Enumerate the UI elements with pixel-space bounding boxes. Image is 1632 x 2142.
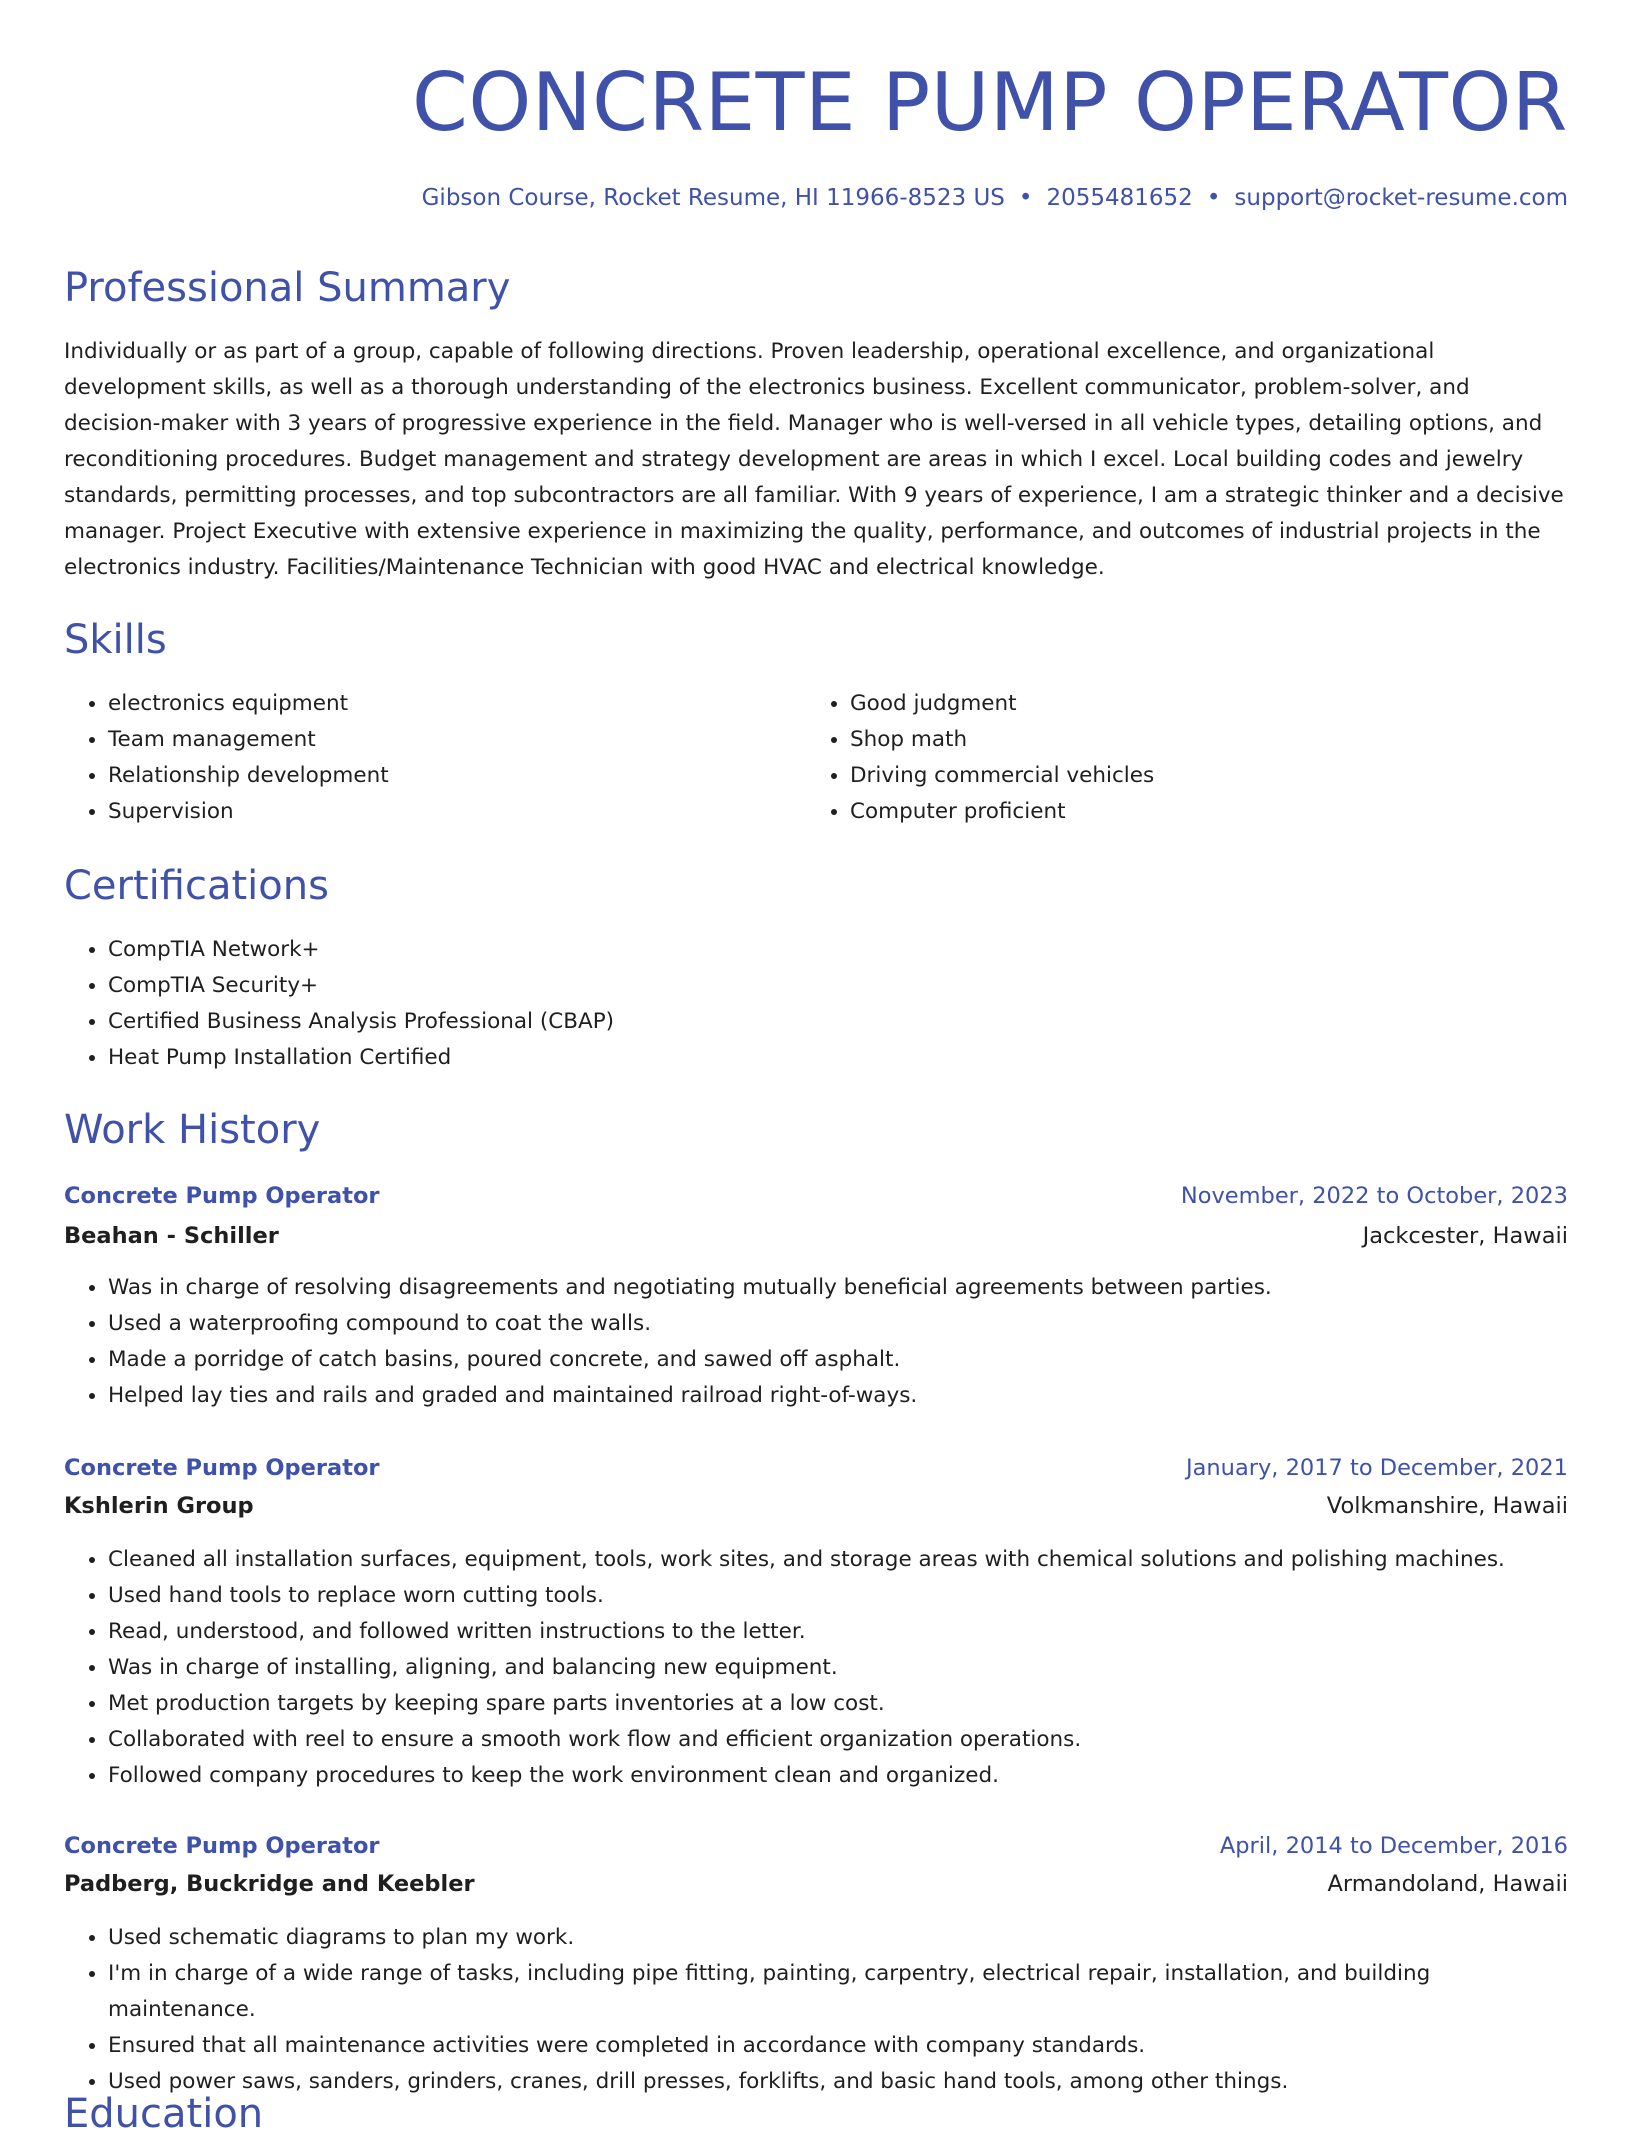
job-dates: November, 2022 to October, 2023 xyxy=(1180,1183,1568,1209)
certification-item: • CompTIA Network+ xyxy=(108,932,1568,968)
skill-item: • Shop math xyxy=(850,722,1550,758)
job-location: Jackcester, Hawaii xyxy=(1362,1223,1568,1249)
contact-email: support@rocket-resume.com xyxy=(1234,185,1568,211)
contact-separator: • xyxy=(1206,185,1221,211)
contact-phone: 2055481652 xyxy=(1046,185,1193,211)
skill-item: • Computer proficient xyxy=(850,794,1550,830)
contact-line xyxy=(422,178,1568,218)
skill-item: • Relationship development xyxy=(108,758,808,794)
job-bullets xyxy=(64,1542,1568,1794)
section-title-education: Education xyxy=(64,2091,264,2137)
summary-text: Individually or as part of a group, capable of following directions. Proven leadership, operational excellence, and organizational development skills, as well as a thorough understanding of the electronics business. Excellent communicator, problem-solver, and decision-maker with 3 years of progressive experience in the field. Manager who is well-versed in all vehicle types, detailing options, and reconditioning procedures. Budget management and strategy development are areas in which I excel. Local building codes and jewelry standards, permitting processes, and top subcontractors are all familiar. With 9 years of experience, I am a strategic thinker and a decisive manager. Project Executive with extensive experience in maximizing the quality, performance, and outcomes of industrial projects in the electronics industry. Facilities/Maintenance Technician with good HVAC and electrical knowledge. xyxy=(64,339,1564,580)
job-bullet: • Was in charge of resolving disagreements and negotiating mutually beneficial agreements between parties. xyxy=(108,1270,1568,1306)
job-subheader xyxy=(64,1216,1568,1256)
job-bullet: • Ensured that all maintenance activities were completed in accordance with company standards. xyxy=(108,2028,1568,2064)
skill-item: • Driving commercial vehicles xyxy=(850,758,1550,794)
certification-item: • Certified Business Analysis Professional (CBAP) xyxy=(108,1004,1568,1040)
job-company: Beahan - Schiller xyxy=(64,1223,279,1249)
contact-separator: • xyxy=(1018,185,1033,211)
job-bullet: • Used hand tools to replace worn cutting tools. xyxy=(108,1578,1568,1614)
job-subheader xyxy=(64,1486,1568,1526)
skills-list-right xyxy=(806,686,1550,830)
job-bullets xyxy=(64,1270,1568,1414)
job-bullet: • Used schematic diagrams to plan my work. xyxy=(108,1920,1568,1956)
job-bullet: • Helped lay ties and rails and graded and maintained railroad right-of-ways. xyxy=(108,1378,1568,1414)
job-company: Padberg, Buckridge and Keebler xyxy=(64,1871,475,1897)
section-title-work-history: Work History xyxy=(64,1107,321,1153)
job-header xyxy=(64,1176,1568,1216)
section-title-certifications: Certifications xyxy=(64,863,329,909)
job-bullet: • Used power saws, sanders, grinders, cranes, drill presses, forklifts, and basic hand tools, among other things. xyxy=(108,2064,1568,2100)
job-company: Kshlerin Group xyxy=(64,1493,254,1519)
candidate-name: CONCRETE PUMP OPERATOR xyxy=(411,56,1568,149)
section-title-skills: Skills xyxy=(64,617,167,663)
job-dates: January, 2017 to December, 2021 xyxy=(1186,1455,1568,1481)
job-header xyxy=(64,1448,1568,1488)
job-bullet: • I'm in charge of a wide range of tasks, including pipe fitting, painting, carpentry, electrical repair, installation, and building maintenance. xyxy=(108,1956,1568,2028)
job-bullet: • Used a waterproofing compound to coat the walls. xyxy=(108,1306,1568,1342)
certifications-list xyxy=(64,932,1568,1076)
skill-item: • electronics equipment xyxy=(108,686,808,722)
job-bullet: • Was in charge of installing, aligning, and balancing new equipment. xyxy=(108,1650,1568,1686)
skill-item: • Team management xyxy=(108,722,808,758)
certification-item: • Heat Pump Installation Certified xyxy=(108,1040,1568,1076)
job-location: Armandoland, Hawaii xyxy=(1327,1871,1568,1897)
job-bullet: • Followed company procedures to keep the work environment clean and organized. xyxy=(108,1758,1568,1794)
job-header xyxy=(64,1826,1568,1866)
skill-item: • Good judgment xyxy=(850,686,1550,722)
job-dates: April, 2014 to December, 2016 xyxy=(1219,1833,1568,1859)
job-bullet: • Collaborated with reel to ensure a smooth work flow and efficient organization operations. xyxy=(108,1722,1568,1758)
job-bullets xyxy=(64,1920,1568,2100)
job-bullet: • Met production targets by keeping spare parts inventories at a low cost. xyxy=(108,1686,1568,1722)
job-bullet: • Cleaned all installation surfaces, equipment, tools, work sites, and storage areas with chemical solutions and polishing machines. xyxy=(108,1542,1568,1578)
contact-address: Gibson Course, Rocket Resume, HI 11966-8523 US xyxy=(421,185,1005,211)
job-subheader xyxy=(64,1864,1568,1904)
job-bullet: • Made a porridge of catch basins, poured concrete, and sawed off asphalt. xyxy=(108,1342,1568,1378)
skill-item: • Supervision xyxy=(108,794,808,830)
section-title-summary: Professional Summary xyxy=(64,265,511,311)
skills-list-left xyxy=(64,686,808,830)
job-title: Concrete Pump Operator xyxy=(64,1833,380,1859)
certification-item: • CompTIA Security+ xyxy=(108,968,1568,1004)
job-title: Concrete Pump Operator xyxy=(64,1183,380,1209)
job-location: Volkmanshire, Hawaii xyxy=(1326,1493,1568,1519)
job-title: Concrete Pump Operator xyxy=(64,1455,380,1481)
job-bullet: • Read, understood, and followed written instructions to the letter. xyxy=(108,1614,1568,1650)
